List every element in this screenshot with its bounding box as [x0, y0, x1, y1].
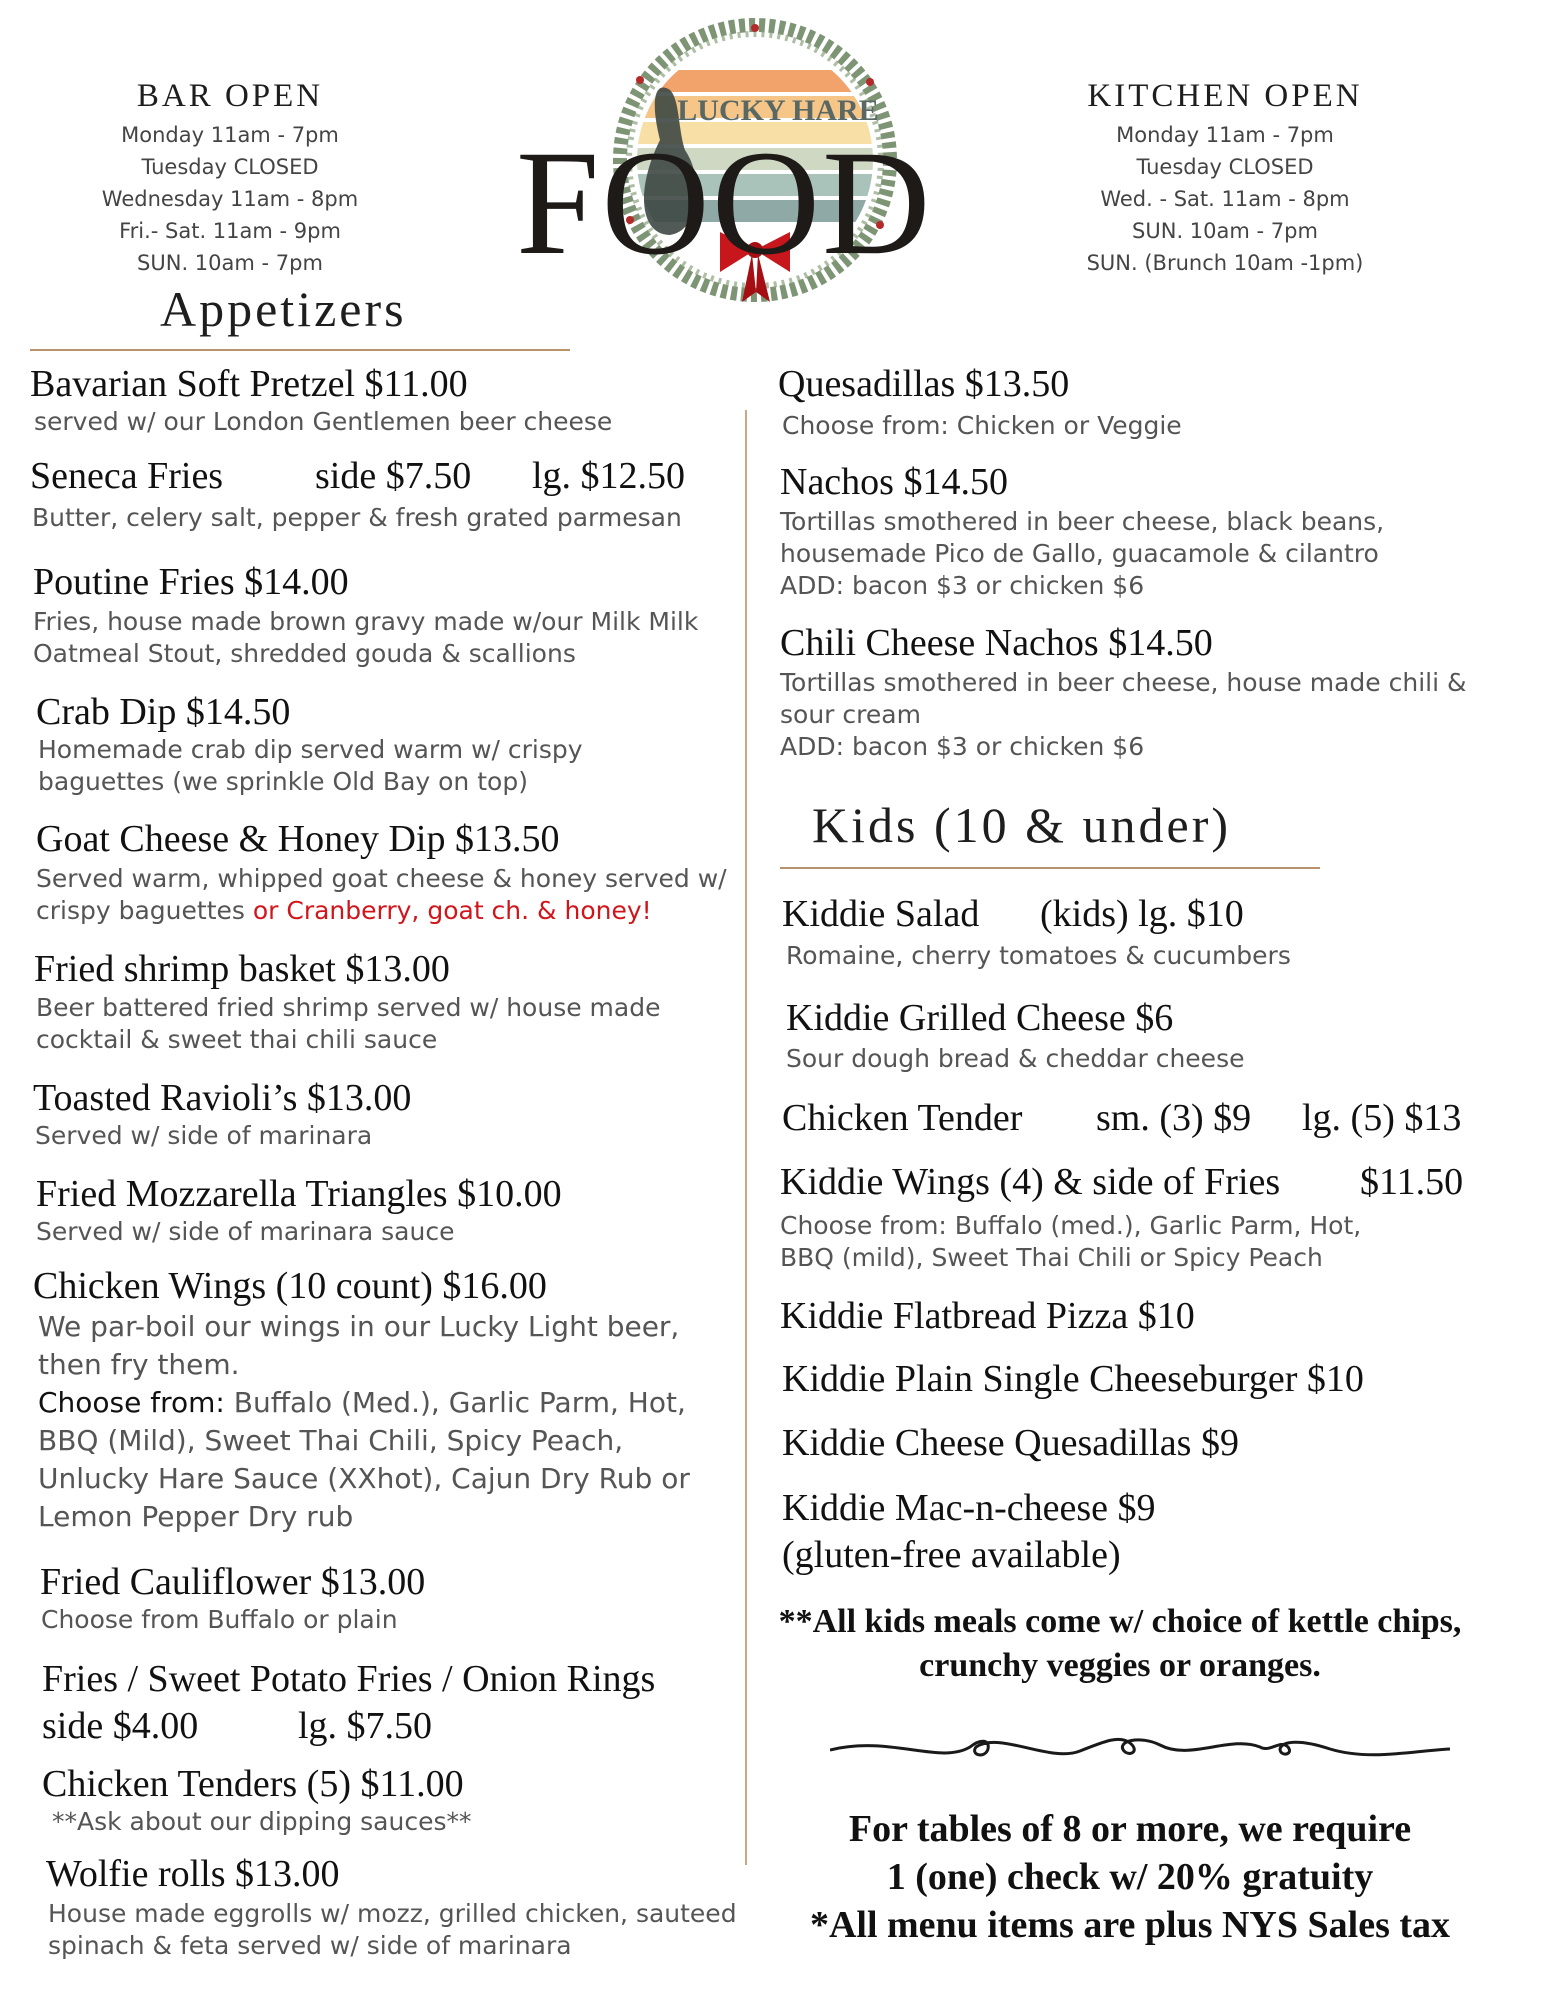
menu-item-title: Quesadillas $13.50	[778, 363, 1070, 405]
menu-item-title: Fried Mozzarella Triangles $10.00	[36, 1173, 562, 1215]
menu-item-title: Chicken Wings (10 count) $16.00	[33, 1265, 547, 1307]
menu-item-desc-special: or Cranberry, goat ch. & honey!	[244, 896, 652, 925]
bar-hours-line: Wednesday 11am - 8pm	[101, 187, 359, 211]
menu-item-choices	[38, 1384, 738, 1536]
menu-item-title: Wolfie rolls $13.00	[46, 1853, 340, 1895]
brewery-logo	[516, 10, 990, 310]
menu-item-desc-text: Tortillas smothered in beer cheese, house made chili & sour cream	[780, 668, 1467, 729]
bar-hours-line: Tuesday CLOSED	[141, 155, 319, 179]
menu-item-desc: Butter, celery salt, pepper & fresh grated parmesan	[32, 503, 682, 532]
food-heading: FOOD	[516, 120, 933, 286]
menu-item-desc: Homemade crab dip served warm w/ crispy baguettes (we sprinkle Old Bay on top)	[38, 735, 583, 796]
footer-line: 1 (one) check w/ 20% gratuity	[886, 1856, 1374, 1898]
menu-item-price-lg: lg. $7.50	[298, 1705, 433, 1747]
menu-item-desc: **Ask about our dipping sauces**	[52, 1807, 472, 1836]
menu-item-add-ons: ADD: bacon $3 or chicken $6	[780, 732, 1145, 761]
menu-item-title: Poutine Fries $14.00	[33, 561, 349, 603]
menu-item-desc: Sour dough bread & cheddar cheese	[786, 1044, 1245, 1073]
menu-item-title: Toasted Ravioli’s $13.00	[33, 1077, 412, 1119]
menu-item-price-lg: lg. (5) $13	[1302, 1097, 1462, 1139]
menu-item-desc: Choose from: Buffalo (med.), Garlic Parm, Hot, BBQ (mild), Sweet Thai Chili or Spicy Peach	[780, 1211, 1362, 1272]
menu-item-desc: served w/ our London Gentlemen beer cheese	[34, 407, 613, 436]
menu-item-desc: Served w/ side of marinara sauce	[36, 1217, 455, 1246]
footer-line: For tables of 8 or more, we require	[848, 1808, 1412, 1850]
menu-item-desc-text: Tortillas smothered in beer cheese, black beans, housemade Pico de Gallo, guacamole & cilantro	[780, 507, 1385, 568]
menu-item-desc: House made eggrolls w/ mozz, grilled chicken, sauteed spinach & feta served w/ side of marinara	[48, 1899, 737, 1960]
menu-item-title: Kiddie Wings (4) & side of Fries	[780, 1161, 1281, 1203]
menu-item-desc-text: We par-boil our wings in our Lucky Light beer, then fry them.	[38, 1310, 680, 1381]
menu-item-desc	[36, 863, 736, 927]
menu-item-title: Kiddie Salad	[782, 893, 980, 935]
appetizers-divider	[30, 349, 570, 351]
menu-item-desc-text: Served warm, whipped goat cheese & honey served w/ crispy baguettes	[36, 864, 727, 925]
menu-item-desc: Choose from Buffalo or plain	[41, 1605, 398, 1634]
menu-item-title: Fried Cauliflower $13.00	[40, 1561, 426, 1603]
menu-item-price-lg: lg. $12.50	[532, 455, 686, 497]
menu-item-title: Kiddie Grilled Cheese $6	[786, 997, 1174, 1039]
menu-item-price-side: side $7.50	[315, 455, 472, 497]
menu-item-price: (kids) lg. $10	[1040, 893, 1244, 935]
menu-item-subtitle: (gluten-free available)	[782, 1534, 1121, 1576]
kids-title: Kids (10 & under)	[812, 797, 1231, 853]
appetizers-title: Appetizers	[160, 281, 407, 337]
menu-item-title: Chicken Tenders (5) $11.00	[42, 1763, 464, 1805]
menu-item-title: Fried shrimp basket $13.00	[34, 948, 450, 990]
column-divider	[745, 410, 747, 1865]
menu-item-title: Crab Dip $14.50	[36, 691, 291, 733]
menu-item-title: Seneca Fries	[30, 455, 224, 497]
bar-hours	[80, 78, 380, 279]
menu-item-desc: Fries, house made brown gravy made w/our Milk Milk Oatmeal Stout, shredded gouda & scallions	[33, 607, 699, 668]
bar-hours-title: BAR OPEN	[136, 78, 324, 114]
menu-item-title: Kiddie Mac-n-cheese $9	[782, 1487, 1156, 1529]
menu-item-desc	[780, 667, 1480, 763]
kitchen-hours-line: SUN. 10am - 7pm	[1132, 219, 1318, 243]
menu-item-price: $11.50	[1360, 1161, 1464, 1203]
menu-item-title: Kiddie Cheese Quesadillas $9	[782, 1422, 1239, 1464]
kitchen-hours-title: KITCHEN OPEN	[1087, 78, 1363, 114]
menu-item-desc	[780, 506, 1480, 602]
menu-item-title: Fries / Sweet Potato Fries / Onion Rings	[42, 1658, 656, 1700]
bar-hours-line: Monday 11am - 7pm	[121, 123, 339, 147]
bar-hours-line: SUN. 10am - 7pm	[137, 251, 323, 275]
menu-item-desc: Served w/ side of marinara	[35, 1121, 373, 1150]
menu-item-title: Bavarian Soft Pretzel $11.00	[30, 363, 468, 405]
kitchen-hours-line: Wed. - Sat. 11am - 8pm	[1100, 187, 1350, 211]
menu-item-desc: Romaine, cherry tomatoes & cucumbers	[786, 941, 1291, 970]
kitchen-hours-line: Monday 11am - 7pm	[1116, 123, 1334, 147]
kitchen-hours	[1065, 78, 1385, 279]
kitchen-hours-line: SUN. (Brunch 10am -1pm)	[1086, 251, 1364, 275]
menu-item-desc	[38, 1308, 738, 1536]
menu-item-title: Kiddie Flatbread Pizza $10	[780, 1295, 1195, 1337]
menu-item-title: Kiddie Plain Single Cheeseburger $10	[782, 1358, 1364, 1400]
menu-item-title: Goat Cheese & Honey Dip $13.50	[36, 818, 560, 860]
menu-item-title: Chili Cheese Nachos $14.50	[780, 622, 1213, 664]
menu-item-title: Chicken Tender	[782, 1097, 1023, 1139]
menu-item-price-sm: sm. (3) $9	[1096, 1097, 1252, 1139]
kids-divider	[780, 867, 1320, 869]
footer-line: *All menu items are plus NYS Sales tax	[809, 1904, 1451, 1946]
menu-item-price-side: side $4.00	[42, 1705, 199, 1747]
bar-hours-line: Fri.- Sat. 11am - 9pm	[119, 219, 341, 243]
menu-item-add-ons: ADD: bacon $3 or chicken $6	[780, 571, 1145, 600]
footer-notice	[765, 1805, 1495, 1949]
choose-from-options: Buffalo (Med.), Garlic Parm, Hot, BBQ (Mild), Sweet Thai Chili, Spicy Peach, Unlucky Hare Sauce (XXhot), Cajun Dry Rub or Lemon Pepper Dry rub	[38, 1386, 690, 1533]
menu-item-desc: Choose from: Chicken or Veggie	[782, 411, 1182, 440]
menu-item-title: Nachos $14.50	[780, 461, 1008, 503]
logo-text: LUCKY HARE	[677, 94, 879, 127]
flourish-divider	[830, 1725, 1450, 1775]
choose-from-label: Choose from:	[38, 1386, 225, 1419]
menu-item-desc: Beer battered fried shrimp served w/ house made cocktail & sweet thai chili sauce	[36, 993, 661, 1054]
kids-meal-note: **All kids meals come w/ choice of kettle chips, crunchy veggies or oranges.	[778, 1603, 1462, 1684]
kitchen-hours-line: Tuesday CLOSED	[1136, 155, 1314, 179]
